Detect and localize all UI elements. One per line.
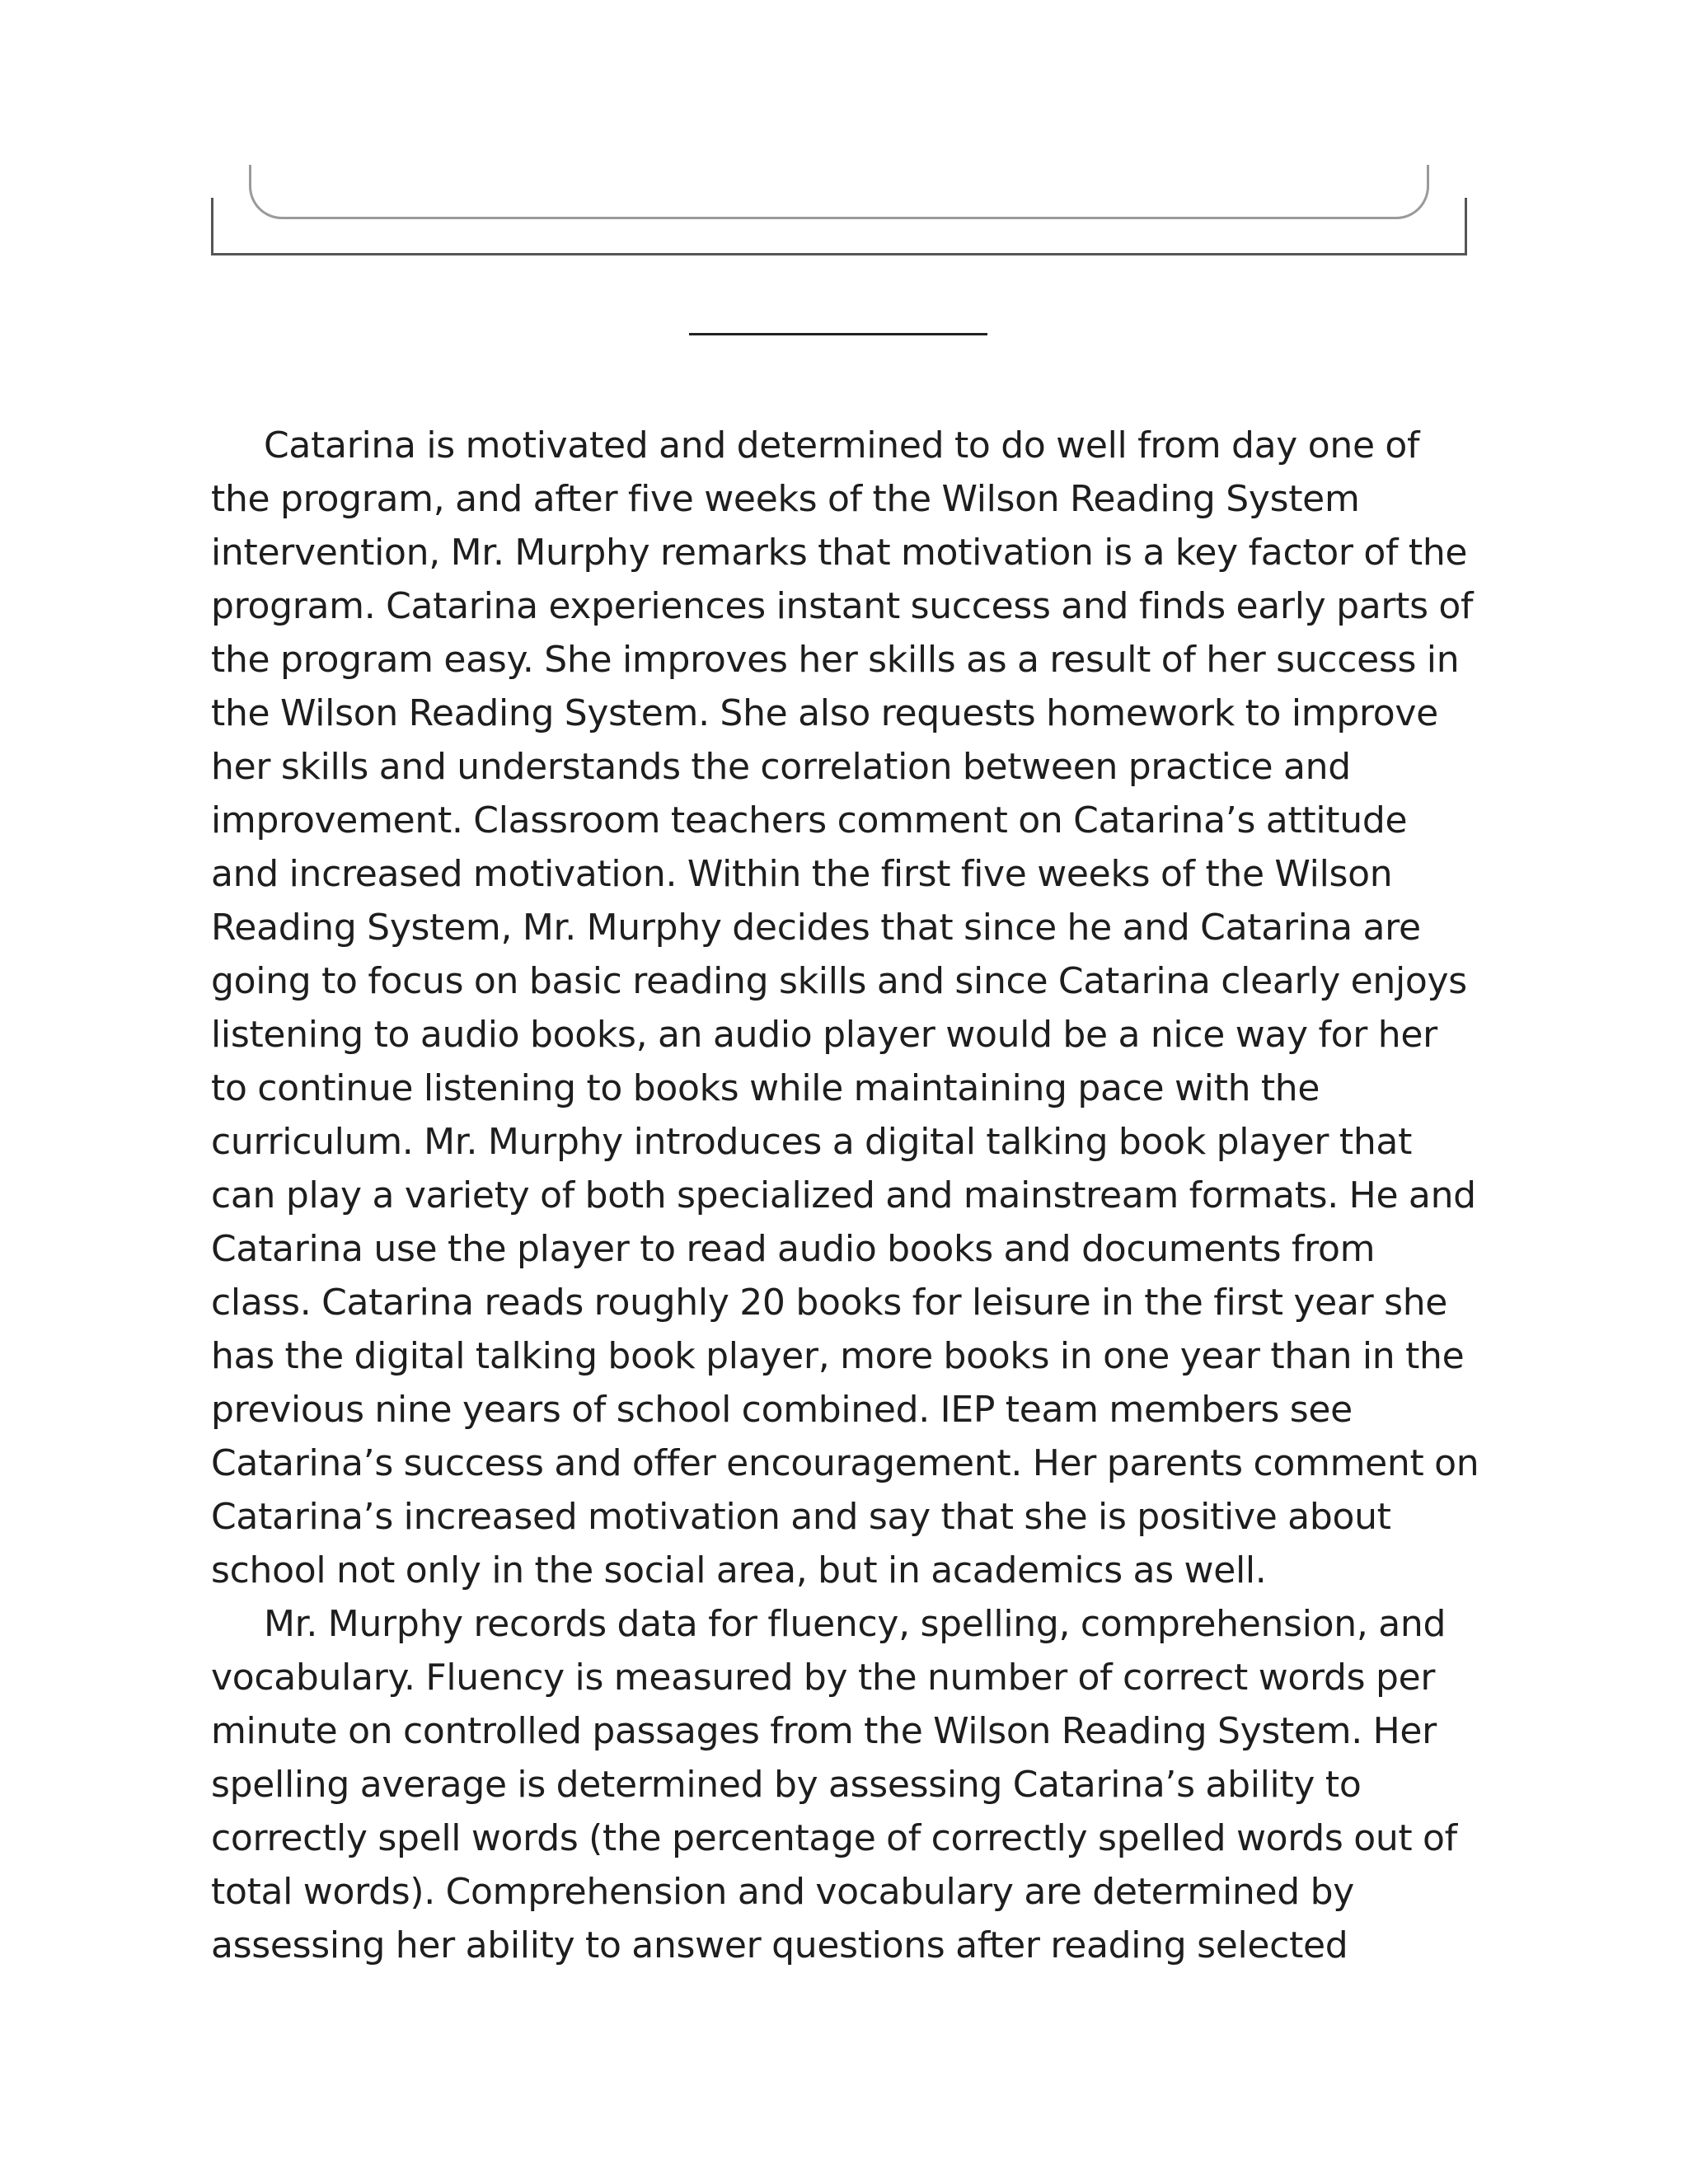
continued-box-inner-frame	[249, 165, 1429, 219]
paragraph-motivation: Catarina is motivated and determined to do well from day one of the program, and after five weeks of the Wilson Reading System intervention, Mr. Murphy remarks that motivation is a key factor of the program. Catarina experiences instant success and finds early parts of the program easy. She improves her skills as a result of her success in the Wilson Reading System. She also requests homework to improve her skills and understands the correlation between practice and improvement. Classroom teachers comment on Catarina’s attitude and increased motivation. Within the first five weeks of the Wilson Reading System, Mr. Murphy decides that since he and Catarina are going to focus on basic reading skills and since Catarina clearly enjoys listening to audio books, an audio player would be a nice way for her to continue listening to books while maintaining pace with the curriculum. Mr. Murphy introduces a digital talking book player that can play a variety of both specialized and mainstream formats. He and Catarina use the player to read audio books and documents from class. Catarina reads roughly 20 books for leisure in the first year she has the digital talking book player, more books in one year than in the previous nine years of school combined. IEP team members see Catarina’s success and offer encouragement. Her parents comment on Catarina’s increased motivation and say that she is positive about school not only in the social area, but in academics as well.	[211, 424, 1479, 1591]
body-text	[211, 419, 1480, 1972]
paragraph-data-recording: Mr. Murphy records data for fluency, spelling, comprehension, and vocabulary. Fluency is measured by the number of correct words per minute on controlled passages from the Wilson Reading System. Her spelling average is determined by assessing Catarina’s ability to correctly spell words (the percentage of correctly spelled words out of total words). Comprehension and vocabulary are determined by assessing her ability to answer questions after reading selected	[211, 1603, 1457, 1966]
section-separator-rule	[689, 333, 987, 335]
